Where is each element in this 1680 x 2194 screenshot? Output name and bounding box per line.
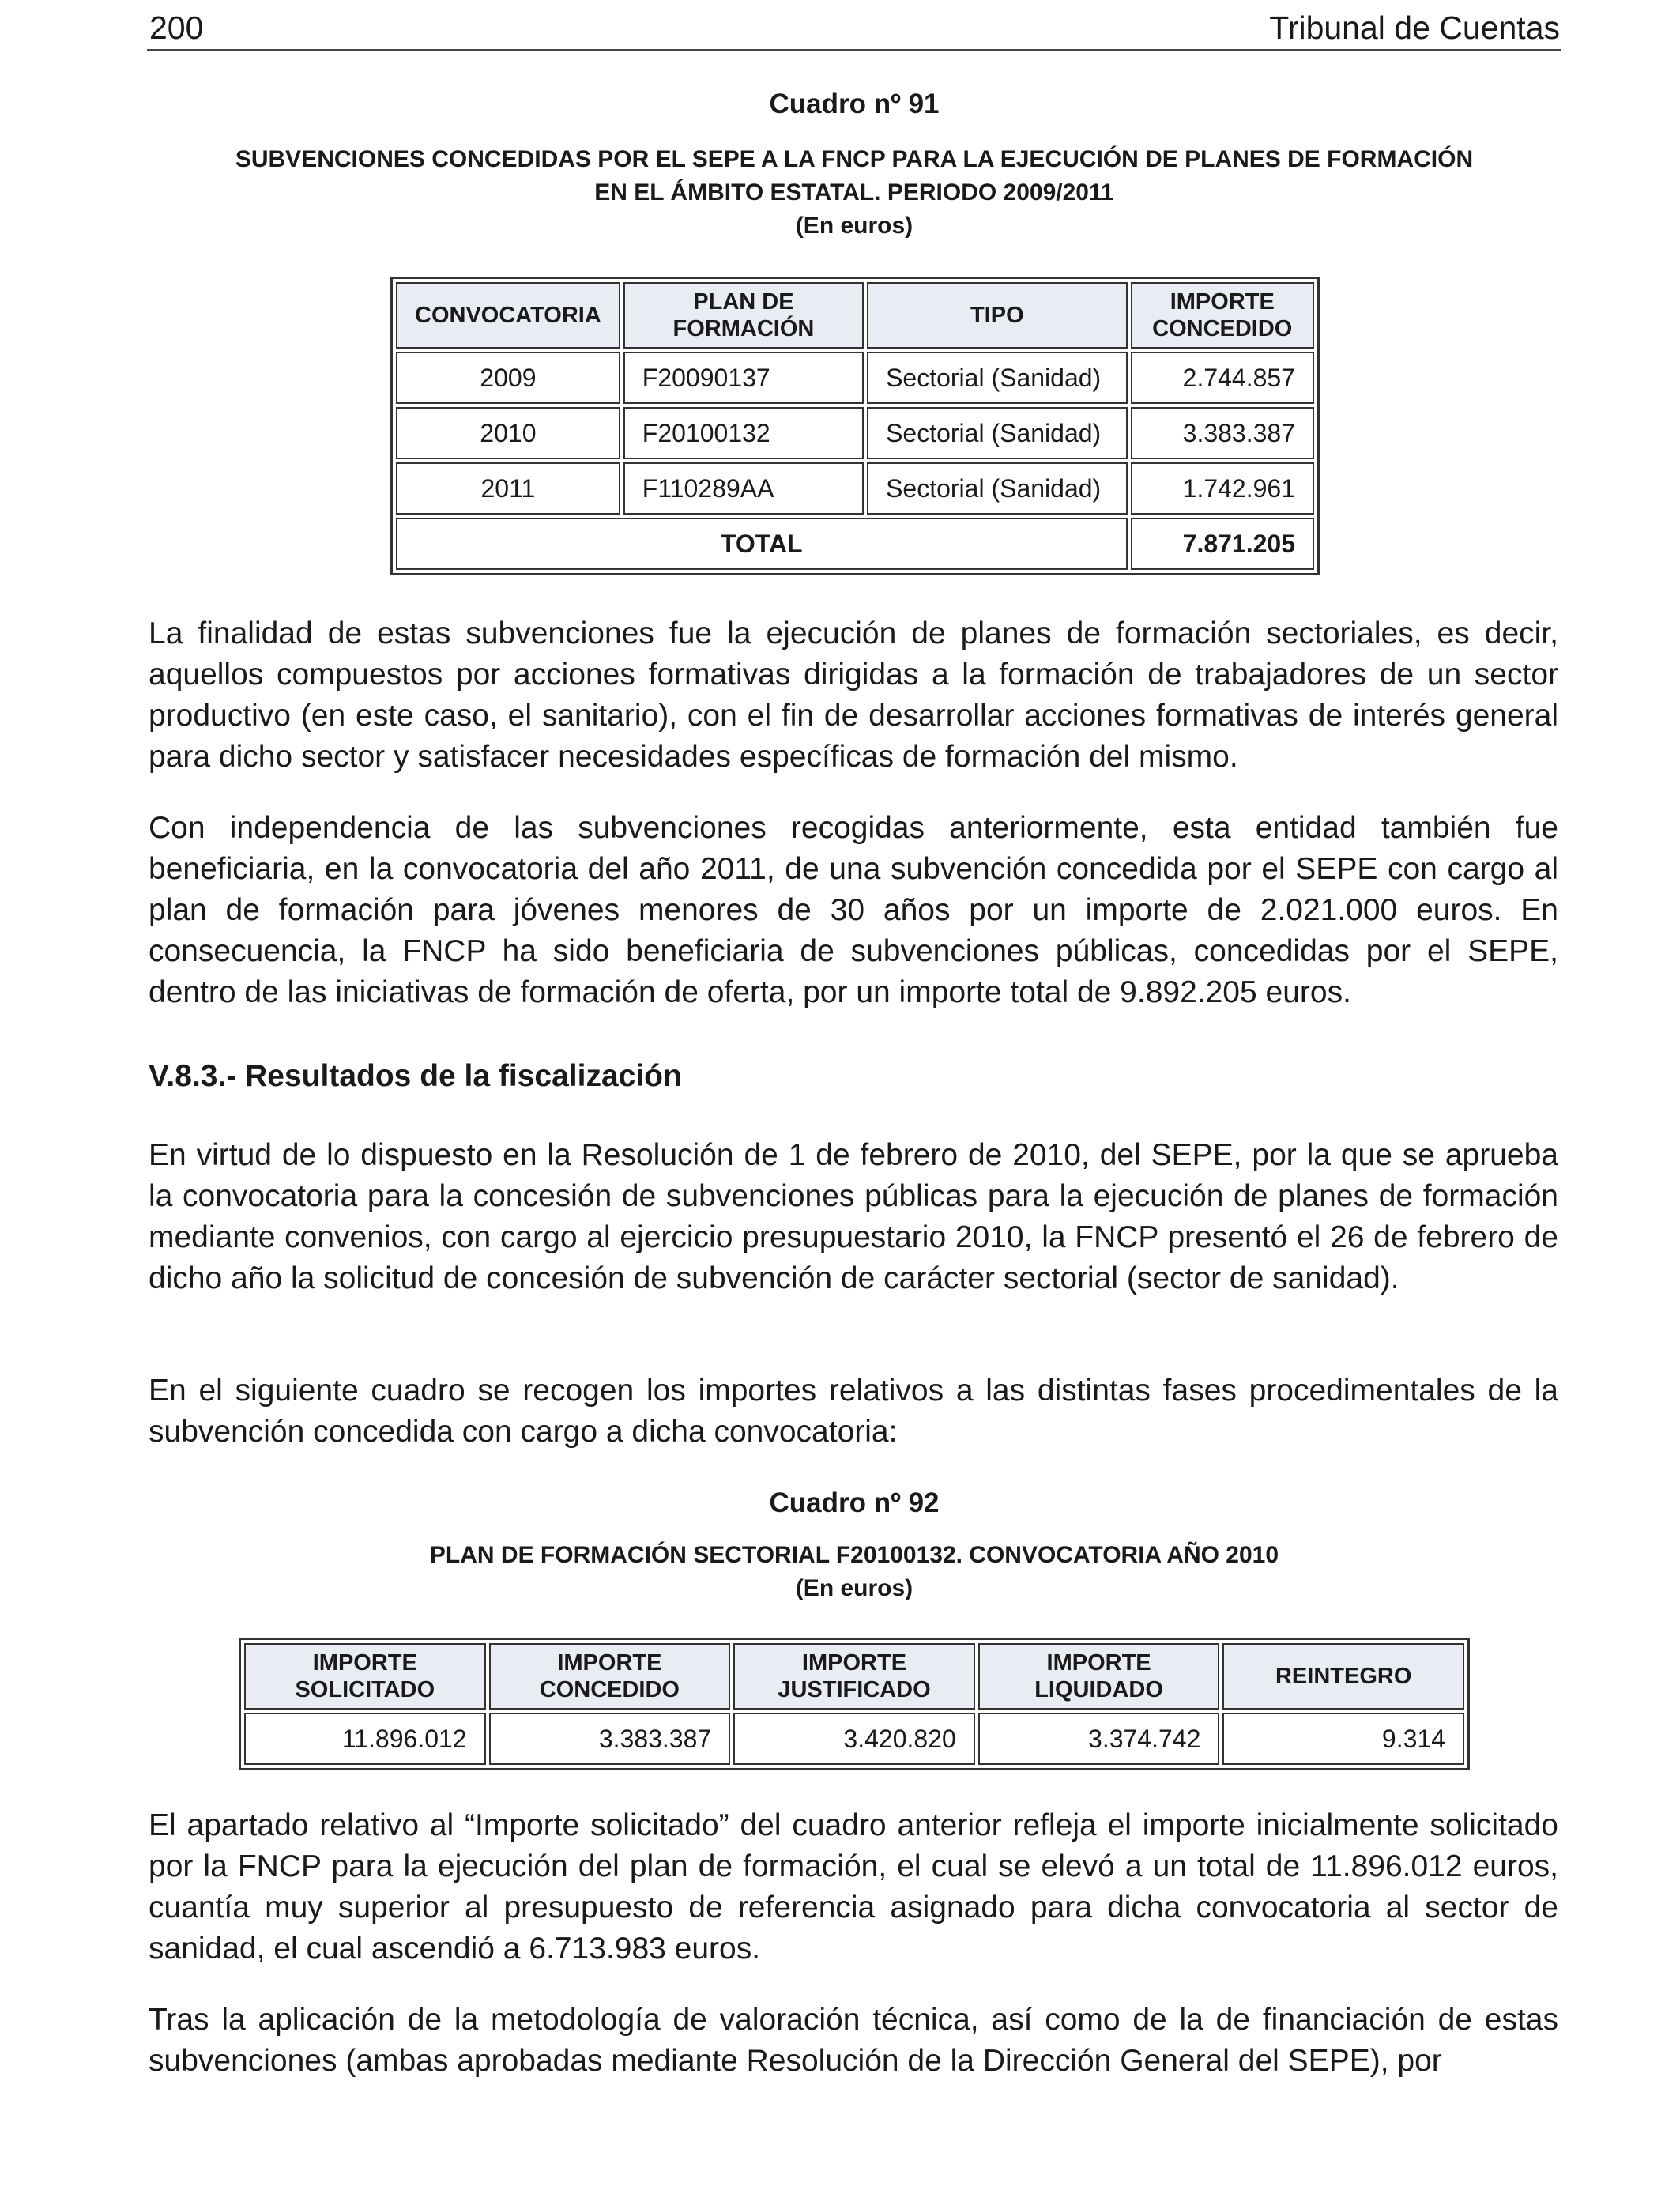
paragraph-3: En virtud de lo dispuesto en la Resolución de 1 de febrero de 2010, del SEPE, por la que se aprueba la convocatoria para la concesión de subvenciones públicas para la ejecución de planes de formación mediante convenios, con cargo al ejercicio presupuestario 2010, la FNCP presentó el 26 de febrero de dicho año la solicitud de concesión de subvención de carácter sectorial (sector de sanidad). (149, 1138, 1558, 1295)
cell-importe-solicitado: 11.896.012 (244, 1713, 486, 1765)
table-row (396, 352, 1314, 404)
cell-convocatoria: 2010 (396, 407, 620, 459)
table91-header-row (396, 282, 1314, 349)
table91-title-line1: SUBVENCIONES CONCEDIDAS POR EL SEPE A LA FNCP PARA LA EJECUCIÓN DE PLANES DE FORMACIÓN (235, 146, 1474, 172)
cell-importe-liquidado: 3.374.742 (978, 1713, 1220, 1765)
table91-unit: (En euros) (795, 213, 913, 239)
table92 (239, 1638, 1470, 1770)
cell-tipo: Sectorial (Sanidad) (867, 462, 1127, 515)
table92-title: PLAN DE FORMACIÓN SECTORIAL F20100132. CONVOCATORIA AÑO 2010 (429, 1542, 1279, 1568)
paragraph-2: Con independencia de las subvenciones recogidas anteriormente, esta entidad también fue beneficiaria, en la convocatoria del año 2011, de una subvención concedida por el SEPE con cargo al plan de formación para jóvenes menores de 30 años por un importe de 2.021.000 euros. En consecuencia, la FNCP ha sido beneficiaria de subvenciones públicas, concedidas por el SEPE, dentro de las iniciativas de formación de oferta, por un importe total de 9.892.205 euros. (149, 811, 1558, 1009)
cell-importe-justificado: 3.420.820 (733, 1713, 975, 1765)
cell-convocatoria: 2009 (396, 352, 620, 404)
cell-importe: 3.383.387 (1131, 407, 1314, 459)
table91-header-importe: IMPORTE CONCEDIDO (1131, 282, 1314, 349)
cell-plan: F20100132 (623, 407, 864, 459)
section-heading: V.8.3.- Resultados de la fiscalización (149, 1059, 682, 1093)
paragraph-4: En el siguiente cuadro se recogen los importes relativos a las distintas fases procedimentales de la subvención concedida con cargo a dicha convocatoria: (149, 1374, 1558, 1449)
paragraph-1: La finalidad de estas subvenciones fue la ejecución de planes de formación sectoriales, es decir, aquellos compuestos por acciones formativas dirigidas a la formación de trabajadores de un sector productivo (en este caso, el sanitario), con el fin de desarrollar acciones formativas de interés general para dicho sector y satisfacer necesidades específicas de formación del mismo. (149, 616, 1558, 774)
cell-importe: 2.744.857 (1131, 352, 1314, 404)
cell-tipo: Sectorial (Sanidad) (867, 352, 1127, 404)
table91-header-tipo: TIPO (867, 282, 1127, 349)
cell-importe: 1.742.961 (1131, 462, 1314, 515)
table-row (396, 462, 1314, 515)
table92-header-solicitado: IMPORTE SOLICITADO (244, 1643, 486, 1710)
table92-unit: (En euros) (795, 1575, 913, 1601)
cell-convocatoria: 2011 (396, 462, 620, 515)
table91-total-row (396, 518, 1314, 570)
table91 (390, 277, 1320, 575)
cell-importe-concedido: 3.383.387 (489, 1713, 731, 1765)
table92-number: Cuadro nº 92 (769, 1487, 940, 1518)
page-number: 200 (149, 9, 204, 46)
table-row (244, 1713, 1464, 1765)
table91-title-line2: EN EL ÁMBITO ESTATAL. PERIODO 2009/2011 (594, 179, 1114, 205)
table-row (396, 407, 1314, 459)
cell-reintegro: 9.314 (1222, 1713, 1464, 1765)
table92-header-justificado: IMPORTE JUSTIFICADO (733, 1643, 975, 1710)
table92-header-row (244, 1643, 1464, 1710)
total-label: TOTAL (396, 518, 1128, 570)
table91-number: Cuadro nº 91 (769, 89, 940, 119)
cell-plan: F20090137 (623, 352, 864, 404)
page-header (147, 6, 1561, 51)
table92-header-reintegro: REINTEGRO (1222, 1643, 1464, 1710)
paragraph-5: El apartado relativo al “Importe solicitado” del cuadro anterior refleja el importe inicialmente solicitado por la FNCP para la ejecución del plan de formación, el cual se elevó a un total de 11.896.012 euros, cuantía muy superior al presupuesto de referencia asignado para dicha convocatoria al sector de sanidad, el cual ascendió a 6.713.983 euros. (149, 1808, 1558, 1966)
paragraph-6: Tras la aplicación de la metodología de valoración técnica, así como de la de financiación de estas subvenciones (ambas aprobadas mediante Resolución de la Dirección General del SEPE), por (149, 2003, 1558, 2078)
cell-tipo: Sectorial (Sanidad) (867, 407, 1127, 459)
publisher-name: Tribunal de Cuentas (1269, 9, 1560, 46)
table91-header-plan: PLAN DE FORMACIÓN (623, 282, 864, 349)
cell-plan: F110289AA (623, 462, 864, 515)
table91-header-convocatoria: CONVOCATORIA (396, 282, 620, 349)
total-value: 7.871.205 (1131, 518, 1314, 570)
table92-header-liquidado: IMPORTE LIQUIDADO (978, 1643, 1220, 1710)
table92-header-concedido: IMPORTE CONCEDIDO (489, 1643, 731, 1710)
